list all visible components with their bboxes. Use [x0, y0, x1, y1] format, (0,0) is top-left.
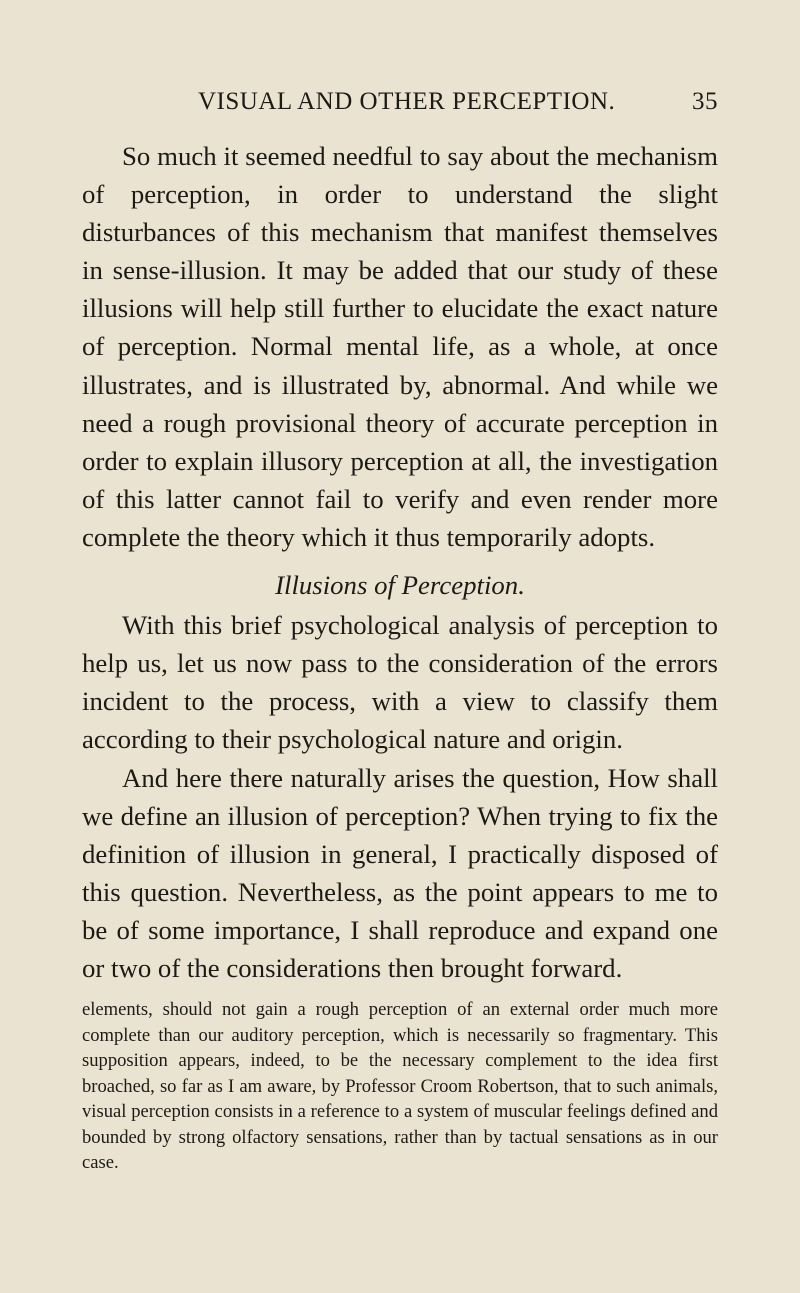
paragraph: And here there naturally arises the question, How shall we define an illusion of perception? When trying to fix the definition of illusion in general, I practically disposed of this question. Nevertheless, as the point appears to me to be of some importance, I shall reproduce and expand one or two of the considerations then brought forward. — [82, 762, 718, 983]
body-text — [82, 137, 718, 1176]
running-title: VISUAL AND OTHER PERCEPTION. — [198, 88, 616, 115]
section-heading: Illusions of Perception. — [275, 570, 525, 601]
footnote: elements, should not gain a rough perception of an external order much more complete than our auditory perception, which is necessarily so fragmentary. This supposition appears, indeed, to be the necessary complement to the idea first broached, so far as I am aware, by Professor Croom Robertson, that to such animals, visual perception consists in a reference to a system of muscular feelings defined and bounded by strong olfactory sensations, rather than by tactual sensations as in our case. — [82, 999, 718, 1174]
page-number: 35 — [692, 88, 718, 115]
paragraph: With this brief psychological analysis of perception to help us, let us now pass to the consideration of the errors incident to the process, with a view to classify them according to their psychological nature and origin. — [82, 610, 718, 755]
running-header — [198, 88, 718, 116]
paragraph: So much it seemed needful to say about the mechanism of perception, in order to understand the slight disturbances of this mechanism that manifest themselves in sense-illusion. It may be added that our study of these illusions will help still further to elucidate the exact nature of perception. Normal mental life, as a whole, at once illustrates, and is illustrated by, abnormal. And while we need a rough provisional theory of accurate perception in order to explain illusory perception at all, the investigation of this latter cannot fail to verify and even render more complete the theory which it thus temporarily adopts. — [82, 141, 718, 552]
